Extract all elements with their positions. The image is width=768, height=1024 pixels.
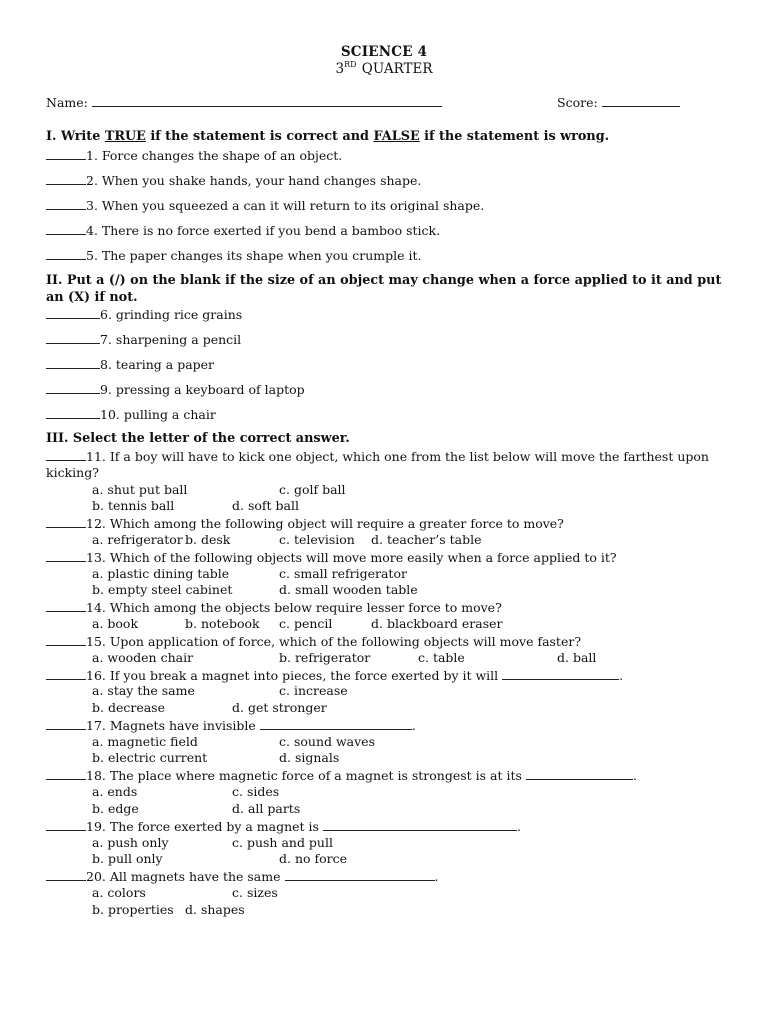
answer-blank[interactable] <box>46 515 86 528</box>
answer-blank[interactable] <box>46 222 86 235</box>
section-1-heading: I. Write TRUE if the statement is correct and FALSE if the statement is wrong. <box>46 129 610 144</box>
choice-b[interactable]: b. desk <box>185 532 231 547</box>
choice-c[interactable]: c. golf ball <box>279 482 346 497</box>
answer-blank[interactable] <box>46 306 100 319</box>
choice-a[interactable]: a. book <box>92 616 139 631</box>
list-item: 2. When you shake hands, your hand changes shape. <box>46 172 421 189</box>
fill-in-blank[interactable] <box>502 667 619 680</box>
answer-blank[interactable] <box>46 868 86 881</box>
choice-b[interactable]: b. properties <box>92 902 174 917</box>
choice-d[interactable]: d. shapes <box>185 902 245 917</box>
fill-in-blank[interactable] <box>285 868 435 881</box>
choice-d[interactable]: d. ball <box>557 650 597 665</box>
list-item: 10. pulling a chair <box>46 406 216 423</box>
choice-b[interactable]: b. electric current <box>92 750 208 765</box>
choice-d[interactable]: d. teacher’s table <box>371 532 482 547</box>
choice-c[interactable]: c. sizes <box>232 885 278 900</box>
choice-a[interactable]: a. refrigerator <box>92 532 183 547</box>
choice-b[interactable]: b. edge <box>92 801 139 816</box>
list-item: 8. tearing a paper <box>46 356 214 373</box>
choice-a[interactable]: a. stay the same <box>92 683 195 698</box>
section-3-heading: III. Select the letter of the correct answer. <box>46 431 350 446</box>
choice-b[interactable]: b. decrease <box>92 700 165 715</box>
choice-c[interactable]: c. television <box>279 532 355 547</box>
answer-blank[interactable] <box>46 633 86 646</box>
answer-blank[interactable] <box>46 667 86 680</box>
fill-in-blank[interactable] <box>260 717 412 730</box>
choice-d[interactable]: d. no force <box>279 851 348 866</box>
choice-a[interactable]: a. shut put ball <box>92 482 188 497</box>
answer-blank[interactable] <box>46 331 100 344</box>
list-item: 6. grinding rice grains <box>46 306 242 323</box>
answer-blank[interactable] <box>46 381 100 394</box>
name-line <box>46 94 442 111</box>
choice-a[interactable]: a. colors <box>92 885 146 900</box>
choice-c[interactable]: c. sides <box>232 784 280 799</box>
answer-blank[interactable] <box>46 549 86 562</box>
answer-blank[interactable] <box>46 147 86 160</box>
list-item: 4. There is no force exerted if you bend a bamboo stick. <box>46 222 440 239</box>
list-item: 3. When you squeezed a can it will return to its original shape. <box>46 197 484 214</box>
answer-blank[interactable] <box>46 717 86 730</box>
choice-a[interactable]: a. wooden chair <box>92 650 194 665</box>
score-line <box>557 94 680 111</box>
question-17: 17. Magnets have invisible . <box>46 717 416 734</box>
choice-b[interactable]: b. notebook <box>185 616 260 631</box>
fill-in-blank[interactable] <box>323 818 517 831</box>
choice-b[interactable]: b. tennis ball <box>92 498 175 513</box>
choice-c[interactable]: c. table <box>418 650 465 665</box>
list-item: 9. pressing a keyboard of laptop <box>46 381 305 398</box>
choice-a[interactable]: a. push only <box>92 835 169 850</box>
answer-blank[interactable] <box>46 247 86 260</box>
score-blank[interactable] <box>602 94 680 107</box>
choice-d[interactable]: d. signals <box>279 750 340 765</box>
choice-c[interactable]: c. pencil <box>279 616 333 631</box>
question-12: 12. Which among the following object will require a greater force to move? <box>46 515 564 532</box>
choice-c[interactable]: c. sound waves <box>279 734 375 749</box>
question-13: 13. Which of the following objects will move more easily when a force applied to it? <box>46 549 617 566</box>
choice-a[interactable]: a. magnetic field <box>92 734 198 749</box>
question-20: 20. All magnets have the same . <box>46 868 438 885</box>
question-18: 18. The place where magnetic force of a magnet is strongest is at its . <box>46 767 637 784</box>
answer-blank[interactable] <box>46 767 86 780</box>
question-15: 15. Upon application of force, which of the following objects will move faster? <box>46 633 581 650</box>
choice-b[interactable]: b. refrigerator <box>279 650 371 665</box>
worksheet-title: SCIENCE 4 <box>340 44 428 60</box>
question-19: 19. The force exerted by a magnet is . <box>46 818 521 835</box>
choice-d[interactable]: d. blackboard eraser <box>371 616 503 631</box>
choice-c[interactable]: c. push and pull <box>232 835 333 850</box>
question-16: 16. If you break a magnet into pieces, the force exerted by it will . <box>46 667 623 684</box>
choice-c[interactable]: c. increase <box>279 683 348 698</box>
question-14: 14. Which among the objects below require lesser force to move? <box>46 599 502 616</box>
name-label: Name: <box>46 95 88 110</box>
name-blank[interactable] <box>92 94 442 107</box>
section-2-heading: II. Put a (/) on the blank if the size of an object may change when a force applied to it and put an (X) if not. <box>46 273 722 305</box>
choice-c[interactable]: c. small refrigerator <box>279 566 407 581</box>
choice-b[interactable]: b. empty steel cabinet <box>92 582 233 597</box>
answer-blank[interactable] <box>46 406 100 419</box>
choice-b[interactable]: b. pull only <box>92 851 163 866</box>
answer-blank[interactable] <box>46 818 86 831</box>
answer-blank[interactable] <box>46 356 100 369</box>
choice-d[interactable]: d. all parts <box>232 801 301 816</box>
answer-blank[interactable] <box>46 599 86 612</box>
choice-a[interactable]: a. plastic dining table <box>92 566 230 581</box>
choice-d[interactable]: d. soft ball <box>232 498 299 513</box>
fill-in-blank[interactable] <box>526 767 633 780</box>
list-item: 5. The paper changes its shape when you crumple it. <box>46 247 422 264</box>
list-item: 7. sharpening a pencil <box>46 331 241 348</box>
answer-blank[interactable] <box>46 448 86 461</box>
choice-d[interactable]: d. get stronger <box>232 700 327 715</box>
answer-blank[interactable] <box>46 172 86 185</box>
choice-a[interactable]: a. ends <box>92 784 138 799</box>
score-label: Score: <box>557 95 598 110</box>
list-item: 1. Force changes the shape of an object. <box>46 147 342 164</box>
answer-blank[interactable] <box>46 197 86 210</box>
question-11: 11. If a boy will have to kick one object, which one from the list below will move the farthest upon kicking? <box>46 449 709 480</box>
quarter-label: 3RD QUARTER <box>335 60 433 77</box>
choice-d[interactable]: d. small wooden table <box>279 582 418 597</box>
